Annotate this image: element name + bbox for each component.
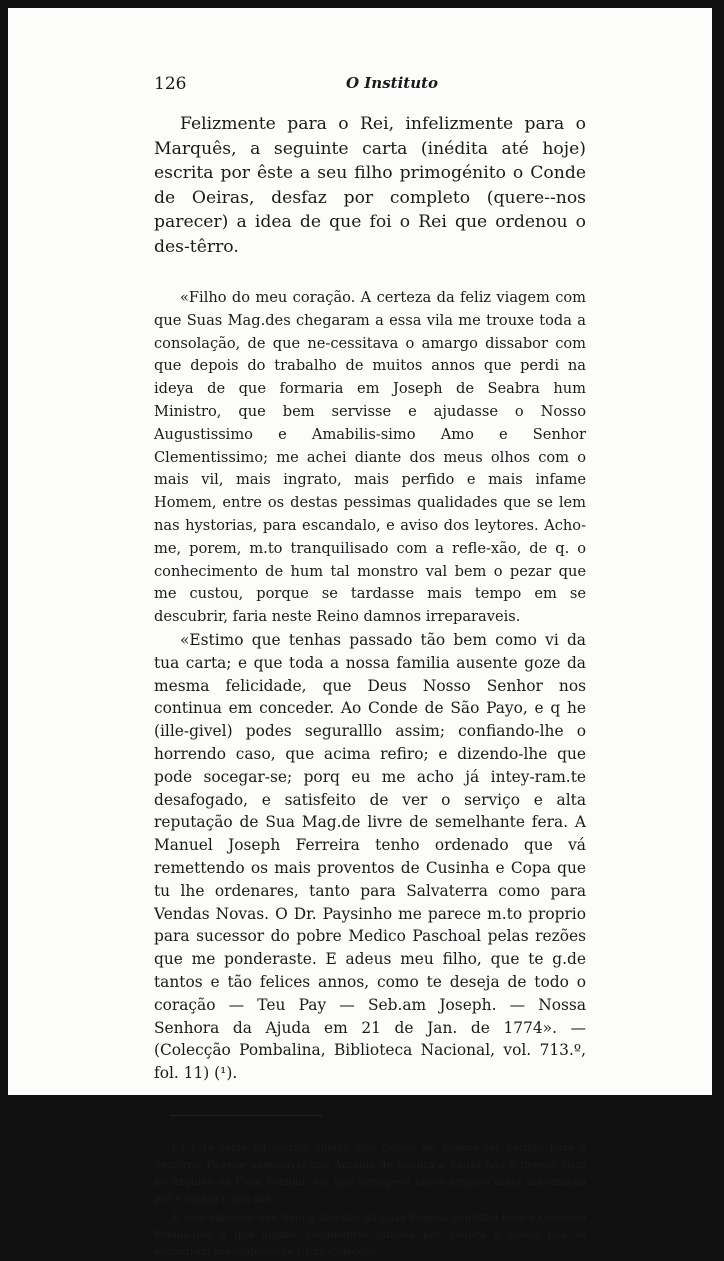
page-body bbox=[154, 112, 586, 1261]
footnotes bbox=[154, 1140, 586, 1261]
letter-paragraph-2: «Estimo que tenhas passado tão bem como vi da tua carta; e que toda a nossa familia ausente goze da mesma felicidade, que Deus Nosso Senhor nos continua em conceder. Ao Conde de São Payo, e q he (ille-givel) podes seguralllo assim; confiando-lhe o horrendo caso, que acima refiro; e dizendo-lhe que pode socegar-se; porq eu me acho já intey-ram.te desafogado, e satisfeito de ver o serviço e alta reputação de Sua Mag.de livre de semelhante fera. A Manuel Joseph Ferreira tenho ordenado que vá remettendo os mais proventos de Cusinha e Copa que tu lhe ordenares, tanto para Salvaterra como para Vendas Novas. O Dr. Paysinho me parece m.to proprio para sucessor do pobre Medico Paschoal pelas rezões que me ponderaste. E adeus meu filho, que te g.de tantos e tão felices annos, como te deseja de todo o coração — Teu Pay — Seb.am Joseph. — Nossa Senhora da Ajuda em 21 de Jan. de 1774». — (Colecção Pombalina, Biblioteca Nacional, vol. 713.º, fol. 11) (¹). bbox=[154, 630, 586, 1083]
footnote-rule bbox=[170, 1115, 322, 1116]
letter-paragraph-1: «Filho do meu coração. A certeza da feliz viagem com que Suas Mag.des chegaram a essa vila me trouxe toda a consolação, de que ne-cessitava o amargo dissabor com que depois do trabalho de muitos annos que perdi na ideya de que formaria em Joseph de Seabra hum Ministro, que bem servisse e ajudasse o Nosso Augustissimo e Amabilis-simo Amo e Senhor Clementissimo; me achei diante dos meus olhos com o mais vil, mais ingrato, mais perfido e mais infame Homem, entre os destas pessimas qualidades que se lem nas hystorias, para escandalo, e aviso dos leytores. Acho-me, porem, m.to tranquilisado com a refle-xão, de q. o conhecimento de hum tal monstro val bem o pezar que me custou, porque se tardasse mais tempo em se descubrir, faria neste Reino damnos irreparaveis. bbox=[154, 289, 586, 626]
lead-paragraph: Felizmente para o Rei, infelizmente para o Marquês, a seguinte carta (inédita até hoje) escrita por êste a seu filho primogénito o Conde de Oeiras, desfaz por completo (quere--nos parecer) a idea de que foi o Rei que ordenou o des-têrro. bbox=[154, 114, 586, 257]
book-page bbox=[8, 8, 712, 1258]
footnote-2: É bom saber-se que todo o Arquivo da Casa Pombal constitui hoje a Colecção Pomba-lina e que alguns documentos citados por Seabra e Sousa não se encontram presentemente (!) na Colecção. bbox=[154, 1211, 586, 1258]
page-header bbox=[154, 74, 586, 96]
footnote-1: (¹) Esta carta foi escrita quatro dias depois de Seabra ter partido para o destêrro. Pa-rece impossível que António de Seabra e Sousa não a tivesse visto no Arquivo da Casa Pombal, êle que forrageou nesse arquivo tanta informação pró e contra o seu avô. bbox=[154, 1141, 586, 1205]
running-title: O Instituto bbox=[346, 74, 439, 92]
page-number: 126 bbox=[154, 74, 187, 94]
